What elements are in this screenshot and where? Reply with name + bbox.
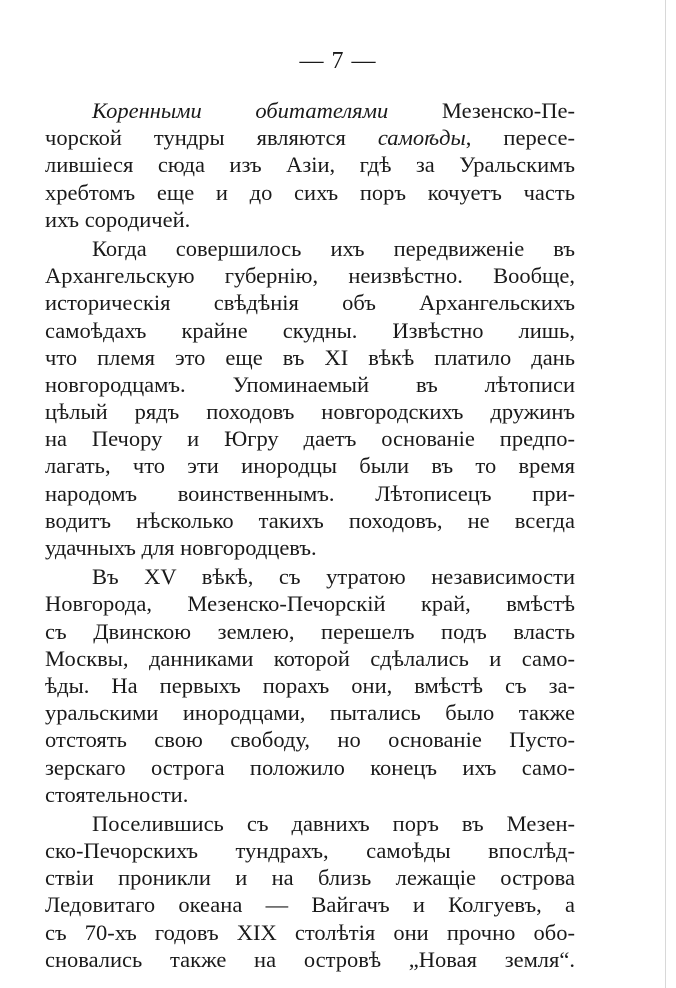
text-line: что племя это еще въ XI вѣкѣ платило дань <box>45 344 575 370</box>
text-line: ихъ сородичей. <box>45 206 191 232</box>
text-line: историческія свѣдѣнія объ Архангельскихъ <box>45 290 575 316</box>
text-line: Ледовитаго океана — Вайгачъ и Колгуевъ, а <box>45 892 575 918</box>
italic-term: самоѣды <box>377 125 466 151</box>
text-line: ѣды. На первыхъ порахъ они, вмѣстѣ съ за- <box>45 672 575 698</box>
text-line: стоятельности. <box>45 781 189 807</box>
paragraph <box>45 563 575 808</box>
paragraph <box>45 97 575 233</box>
text-line: Москвы, данниками которой сдѣлались и само- <box>45 645 575 671</box>
text-line: на Печору и Югру даетъ основаніе предпо- <box>45 426 575 452</box>
text-line: хребтомъ еще и до сихъ поръ кочуетъ часть <box>45 179 575 205</box>
text-line: отстоять свою свободу, но основаніе Пусто- <box>45 727 575 753</box>
text-line: водитъ нѣсколько такихъ походовъ, не всегда <box>45 507 575 533</box>
page-edge <box>665 0 666 988</box>
page-number: — 7 — <box>299 48 377 74</box>
text-line: ствіи проникли и на близь лежащіе острова <box>45 865 575 891</box>
text-line: Когда совершилось ихъ передвиженіе въ <box>92 235 575 261</box>
text-line: съ Двинскою землею, перешелъ подъ власть <box>45 618 575 644</box>
paragraph <box>45 235 575 561</box>
text-line: зерскаго острога положило конецъ ихъ само- <box>45 754 575 780</box>
italic-term: Коренными обитателями <box>92 98 389 123</box>
body-text <box>45 97 575 973</box>
text-line: удачныхъ для новгородцевъ. <box>45 535 317 560</box>
text-line: лившіеся сюда изъ Азіи, гдѣ за Уральскимъ <box>45 152 575 178</box>
text-line: Новгорода, Мезенско-Печорскій край, вмѣстѣ <box>45 591 575 617</box>
text-line: Поселившись съ давнихъ поръ въ Мезен- <box>92 810 575 836</box>
text-line: ско-Печорскихъ тундрахъ, самоѣды впослѣд- <box>45 838 575 864</box>
text-line: народомъ воинственнымъ. Лѣтописецъ при- <box>45 480 575 506</box>
text-line: самоѣдахъ крайне скудны. Извѣстно лишь, <box>45 317 575 343</box>
text-line: Въ XV вѣкѣ, съ утратою независимости <box>92 564 575 590</box>
text-line: съ 70-хъ годовъ XIX столѣтія они прочно обо- <box>45 919 575 945</box>
text-line: чорской тундры являются самоѣды, пересе- <box>45 125 575 151</box>
text-line: Архангельскую губернію, неизвѣстно. Вообще, <box>45 263 575 289</box>
text-line: новгородцамъ. Упоминаемый въ лѣтописи <box>45 371 575 397</box>
paragraph <box>45 810 575 973</box>
text-line: уральскими инородцами, пытались было также <box>45 700 575 726</box>
text-line: Коренными обитателями Мезенско-Пе- <box>92 98 575 123</box>
text-line: лагать, что эти инородцы были въ то время <box>45 453 575 479</box>
text-line: сновались также на островѣ „Новая земля“. <box>45 946 575 972</box>
text-line: цѣлый рядъ походовъ новгородскихъ дружинъ <box>45 399 575 425</box>
